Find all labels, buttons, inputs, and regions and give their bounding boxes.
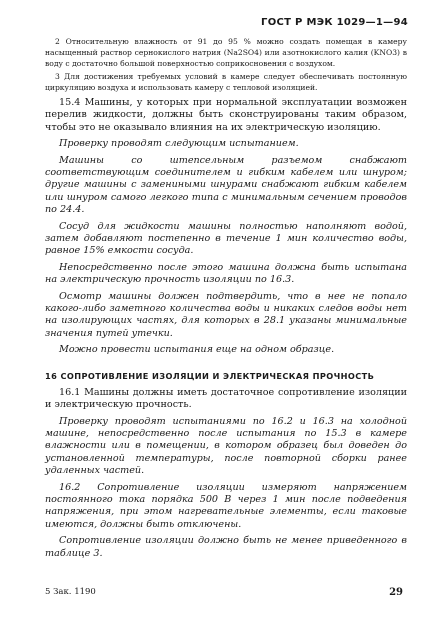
- test-paragraph: Непосредственно после этого машина должна быть испытана на электрическую прочность изоляции по 16.3.: [45, 261, 407, 286]
- test-paragraph: Можно провести испытания еще на одном образце.: [59, 344, 335, 356]
- test-paragraph: Сопротивление изоляции должно быть не менее приведенного в таблице 3.: [45, 535, 407, 559]
- section-title: 16 СОПРОТИВЛЕНИЕ ИЗОЛЯЦИИ И ЭЛЕКТРИЧЕСКАЯ ПРОЧНОСТЬ: [45, 370, 375, 381]
- clause-16-2: 16.2 Сопротивление изоляции измеряют напряжением постоянного тока порядка 500 В через 1 мин после подведения напряжения, при этом нагревательные элементы, если таковые имеются, должны быть отключены.: [45, 481, 407, 530]
- test-intro: Проверку проводят следующим испытанием.: [59, 138, 299, 150]
- clause-16-1: 16.1 Машины должны иметь достаточное сопротивление изоляции и электрическую прочность.: [45, 386, 407, 411]
- test-paragraph: Осмотр машины должен подтвердить, что в нее не попало какого-либо заметного количества воды и никаких следов воды нет на изолирующих частях, для которых в 28.1 указаны минимальные значения путей утечки.: [45, 290, 407, 339]
- standard-header: ГОСТ Р МЭК 1029—1—94: [261, 17, 408, 28]
- page-content: [45, 37, 407, 564]
- test-paragraph: Сосуд для жидкости машины полностью наполняют водой, затем добавляют постепенно в течение 1 мин количество воды, равное 15% емкости сосуда.: [45, 220, 407, 257]
- test-paragraph: Машины со штепсельным разъемом снабжают соответствующим соединителем и гибким кабелем или шнуром; другие машины с замениными шнурами снабжают гибким кабелем или шнуром самого легкого типа с минимальным сечением проводов по 24.4.: [45, 154, 407, 216]
- note-paragraph: 3 Для достижения требуемых условий в камере следует обеспечивать постоянную циркуляцию воздуха и использовать камеру с тепловой изоляцией.: [45, 72, 407, 93]
- print-order-note: 5 Зак. 1190: [45, 587, 96, 597]
- clause-15-4: 15.4 Машины, у которых при нормальной эксплуатации возможен перелив жидкости, должны быть сконструированы таким образом, чтобы это не оказывало влияния на их электрическую изоляцию.: [45, 96, 407, 133]
- note-paragraph: 2 Относительную влажность от 91 до 95 % можно создать помещая в камеру насыщенный раствор сернокислого натрия (Na2SO4) или азотнокислого калия (KNO3) в воду с достаточно большой поверхностью соприкосновения с воздухом.: [45, 37, 407, 68]
- page-number: 29: [389, 587, 403, 598]
- test-paragraph: Проверку проводят испытаниями по 16.2 и 16.3 на холодной машине, непосредственно после испытания по 15.3 в камере влажности или в помещении, в котором образец был доведен до установленной температуры, после повторной сборки ранее удаленных частей.: [45, 415, 407, 477]
